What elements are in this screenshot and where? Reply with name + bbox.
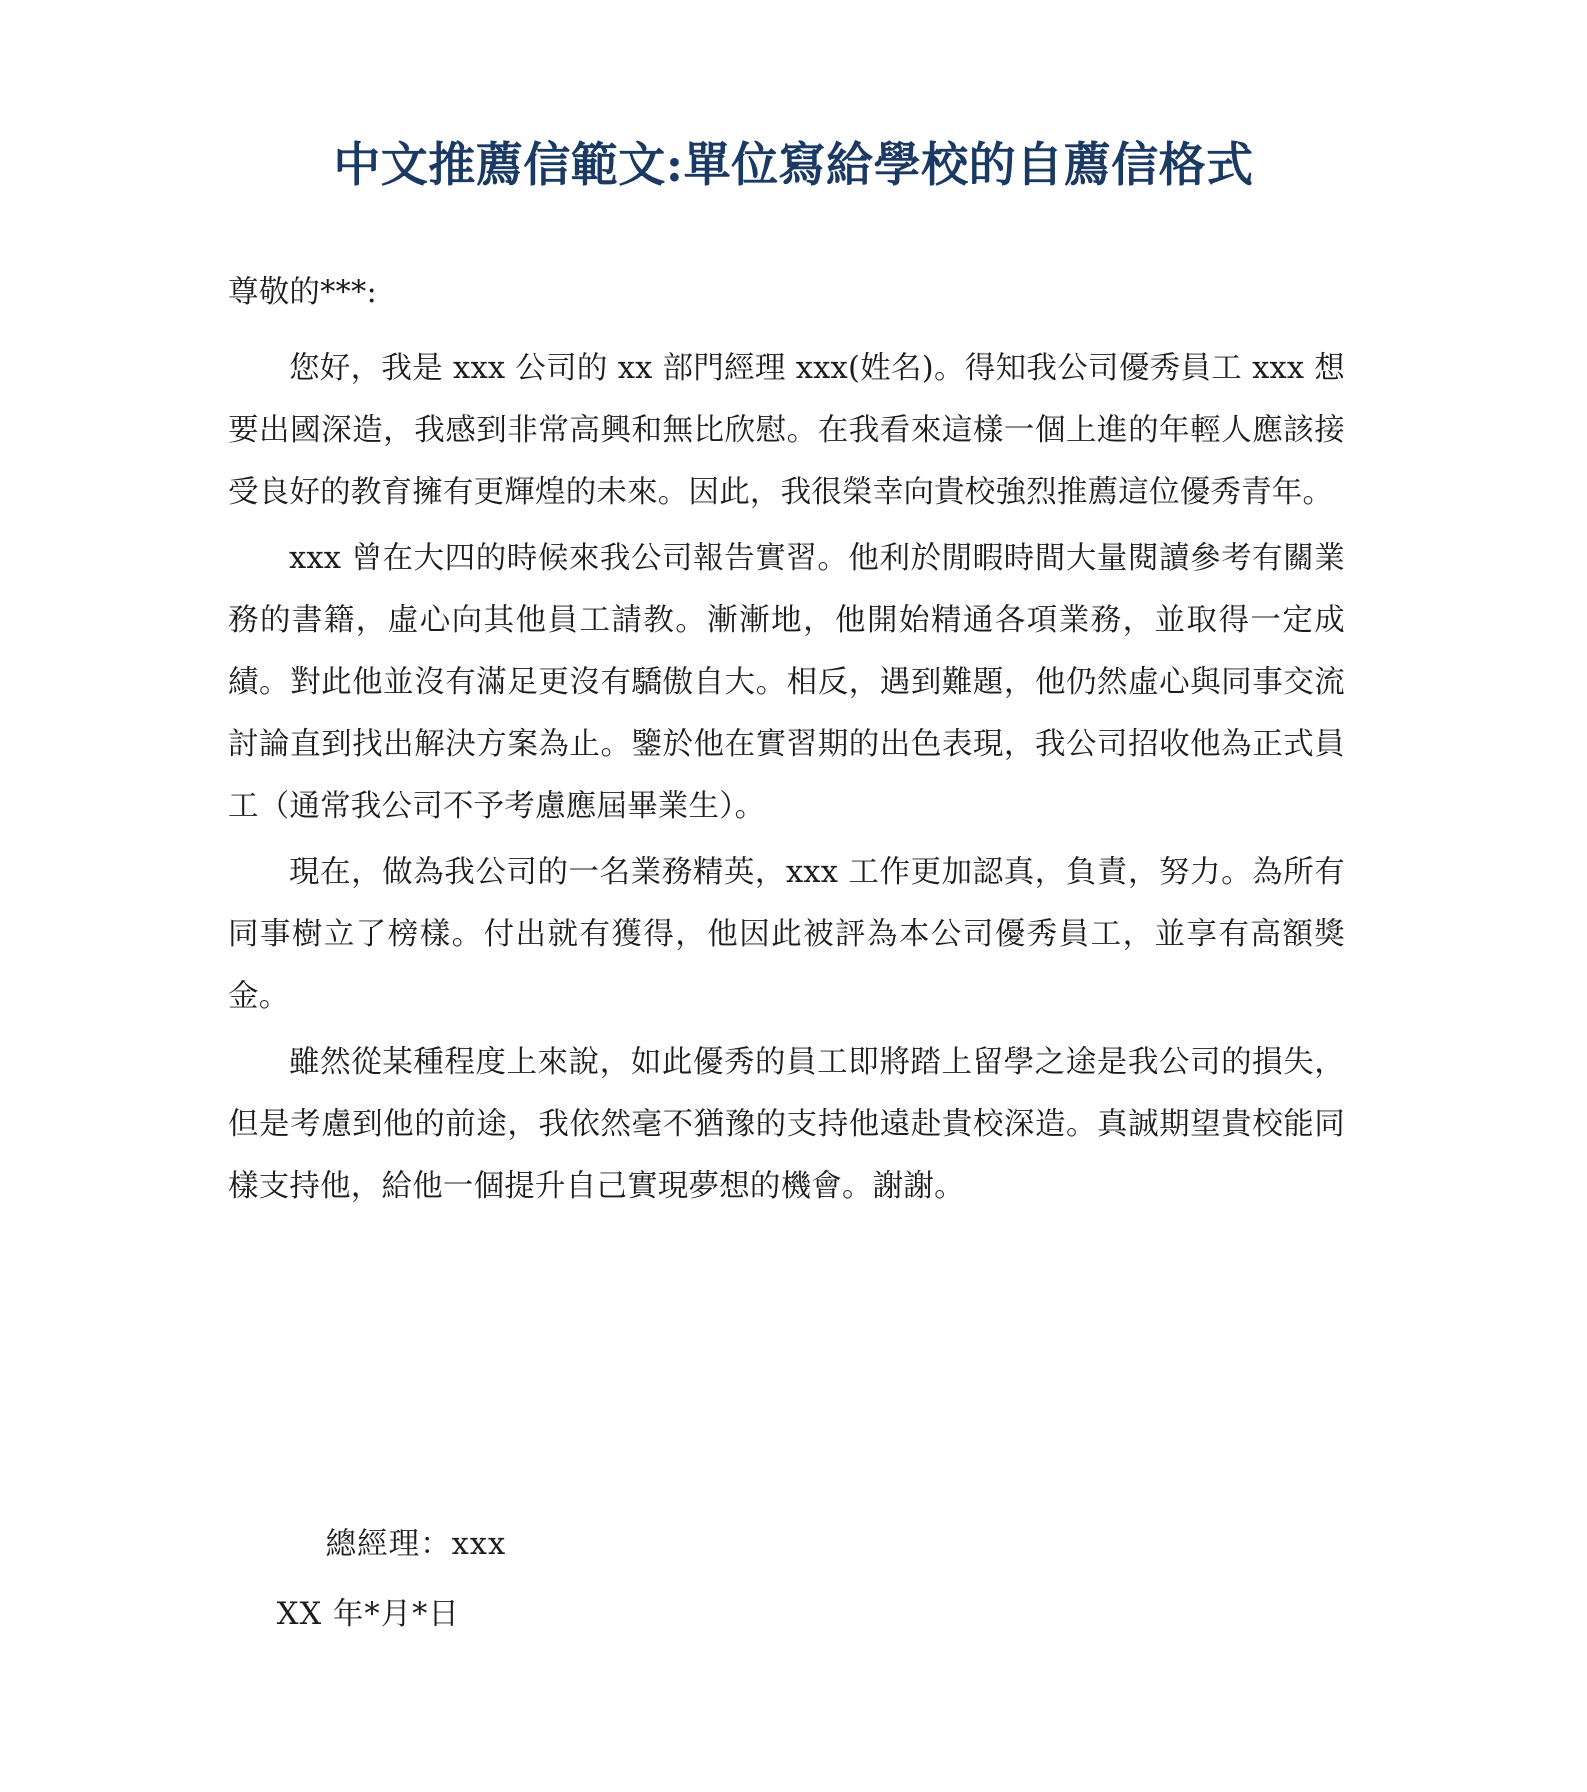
signature-date: XX 年*月*日 <box>276 1597 460 1632</box>
letter-paragraph-3: 現在，做為我公司的一名業務精英，xxx 工作更加認真，負責，努力。為所有同事樹立了榜樣。付出就有獲得，他因此被評為本公司優秀員工，並享有高額獎金。 <box>228 855 1345 1014</box>
letter-paragraph-1: 您好，我是 xxx 公司的 xx 部門經理 xxx(姓名)。得知我公司優秀員工 xxx 想要出國深造，我感到非常高興和無比欣慰。在我看來這樣一個上進的年輕人應該接受良好的教育擁有更輝煌的未來。因此，我很榮幸向貴校強烈推薦這位優秀青年。 <box>228 351 1345 510</box>
letter-salutation: 尊敬的***: <box>228 275 377 310</box>
letter-paragraph-2: xxx 曾在大四的時候來我公司報告實習。他利於閒暇時間大量閱讀參考有關業務的書籍，虛心向其他員工請教。漸漸地，他開始精通各項業務，並取得一定成績。對此他並沒有滿足更沒有驕傲自大。相反，遇到難題，他仍然虛心與同事交流討論直到找出解決方案為止。鑒於他在實習期的出色表現，我公司招收他為正式員工（通常我公司不予考慮應屆畢業生）。 <box>228 541 1345 824</box>
letter-paragraph-4: 雖然從某種程度上來說，如此優秀的員工即將踏上留學之途是我公司的損失，但是考慮到他的前途，我依然毫不猶豫的支持他遠赴貴校深造。真誠期望貴校能同樣支持他，給他一個提升自己實現夢想的機會。謝謝。 <box>228 1045 1345 1204</box>
signature-block <box>228 1510 1345 1650</box>
letter-body <box>228 262 1345 1218</box>
signature-title: 總經理：xxx <box>325 1527 507 1562</box>
page-title: 中文推薦信範文:單位寫給學校的自薦信格式 <box>333 138 1254 193</box>
